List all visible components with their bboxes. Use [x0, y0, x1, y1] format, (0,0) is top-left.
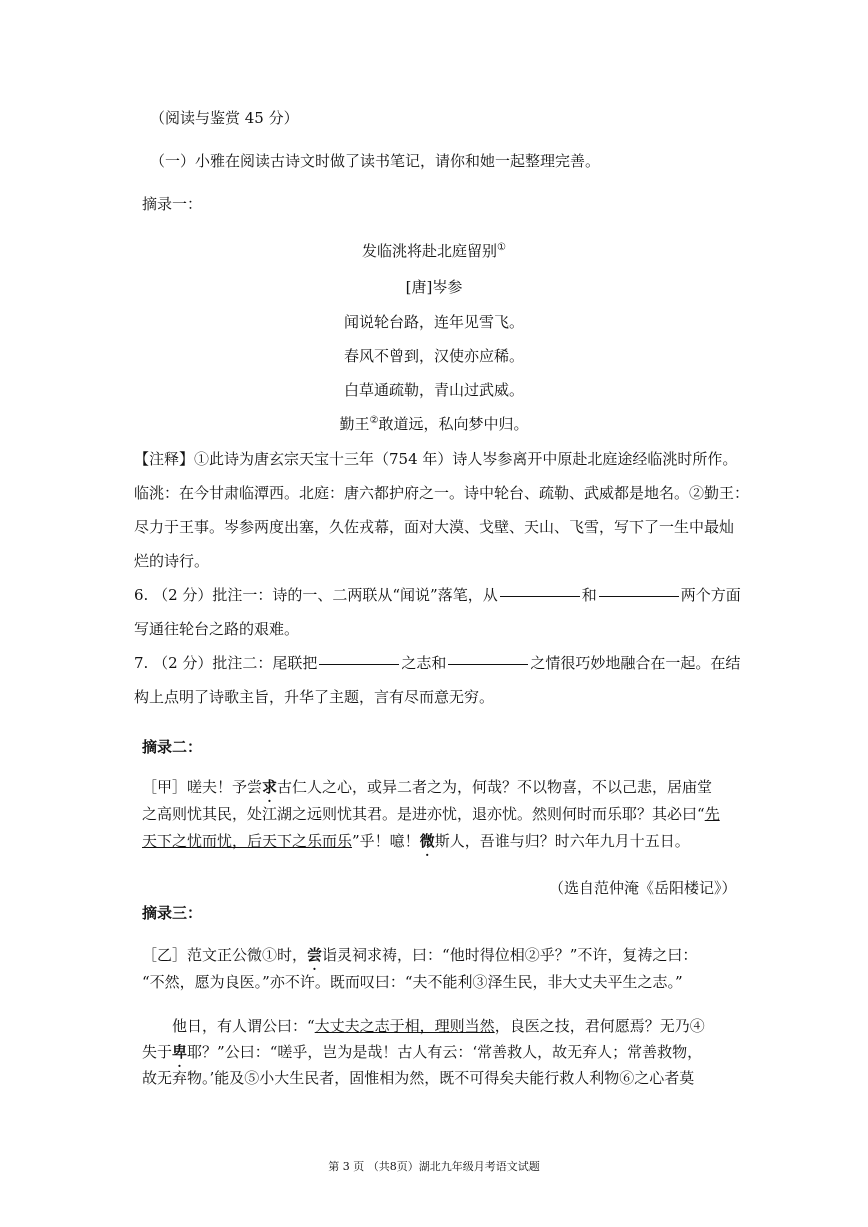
question-7 [134, 652, 740, 673]
question-7-text: 之志和 [401, 654, 447, 672]
answer-blank[interactable] [448, 663, 528, 665]
question-6 [134, 584, 741, 605]
passage-text: ，良医之技，君何愿焉？无乃④ [494, 1017, 705, 1035]
passage-text: 失于 [142, 1043, 173, 1061]
poem-line [0, 413, 868, 434]
answer-blank[interactable] [599, 595, 679, 597]
passage-text: 古仁人之心，或异二者之为，何哉？不以物喜，不以己悲，居庙堂 [277, 778, 713, 796]
passage-line: “不然，愿为良医。”亦不许。既而叹曰：“夫不能利③泽生民，非大丈夫平生之志。” [142, 973, 683, 991]
poem-line-part: 敢道远，私向梦中归。 [378, 415, 529, 433]
passage-line: 故无弃物。’能及⑤小大生民者，固惟相为然，既不可得矣夫能行救人利物⑥之心者莫 [142, 1069, 695, 1087]
passage-line [142, 830, 690, 851]
poem-line-part: 勤王 [339, 415, 370, 433]
question-7-text: 之情很巧妙地融合在一起。在结 [530, 654, 741, 672]
answer-blank[interactable] [500, 595, 580, 597]
annotation-line: 临洮：在今甘肃临潭西。北庭：唐六都护府之一。诗中轮台、疏勒、武威都是地名。②勤王： [134, 484, 750, 502]
dotted-character: 求 [262, 778, 278, 796]
underlined-text: 先 [704, 805, 720, 823]
dotted-character: 微 [419, 832, 435, 850]
dotted-character: 卑 [172, 1043, 188, 1061]
answer-blank[interactable] [319, 663, 399, 665]
part-one-intro: （一）小雅在阅读古诗文时做了读书笔记，请你和她一起整理完善。 [150, 152, 601, 170]
poem-author: [唐]岑参 [405, 278, 463, 296]
passage-line [142, 1041, 702, 1062]
underlined-text: 大丈夫之志于相，理则当然 [314, 1017, 495, 1035]
question-7-line2: 构上点明了诗歌主旨，升华了主题，言有尽而意无穷。 [134, 688, 495, 706]
passage-text: 耶？”公曰：“嗟乎，岂为是哉！古人有云：‘常善救人，故无弃人；常善救物， [187, 1043, 703, 1061]
poem-line: 闻说轮台路，连年见雪飞。 [343, 313, 524, 331]
page-footer: 第 3 页 （共8页）湖北九年级月考语文试题 [328, 1160, 540, 1173]
excerpt1-label: 摘录一： [142, 195, 203, 213]
excerpt3-label: 摘录三： [142, 904, 203, 922]
underlined-text: 天下之忧而忧，后天下之乐而乐 [142, 832, 353, 850]
poem-line: 白草通疏勒，青山过武威。 [343, 381, 524, 399]
source-citation: （选自范仲淹《岳阳楼记》） [549, 879, 737, 897]
question-6-line2: 写通往轮台之路的艰难。 [134, 620, 300, 638]
passage-line [142, 776, 712, 797]
poem-title [0, 240, 868, 261]
question-6-text: 和 [581, 586, 597, 604]
question-7-text: 7. （2 分）批注二：尾联把 [134, 654, 318, 672]
excerpt2-label: 摘录二： [142, 738, 203, 756]
passage-text: 之高则忧其民，处江湖之远则忧其君。是进亦忧，退亦忧。然则何时而乐耶？其必曰“ [142, 805, 705, 823]
passage-line [142, 803, 720, 824]
annotation-line: 烂的诗行。 [134, 552, 210, 570]
passage-line [172, 1015, 705, 1036]
passage-text: ”乎！噫！ [352, 832, 420, 850]
poem-title-text: 发临洮将赴北庭留别 [362, 242, 498, 260]
passage-line [142, 944, 697, 965]
section-heading: （阅读与鉴赏 45 分） [150, 109, 299, 127]
dotted-character: 尝 [307, 946, 323, 964]
footnote-marker: ② [369, 415, 379, 426]
passage-text: 斯人，吾谁与归？时六年九月十五日。 [434, 832, 690, 850]
passage-text: 诣灵祠求祷，曰：“他时得位相②乎？”不许，复祷之曰： [322, 946, 698, 964]
question-6-text: 两个方面 [680, 586, 741, 604]
passage-text: 他日，有人谓公曰：“ [172, 1017, 315, 1035]
passage-text: ［乙］范文正公微①时， [142, 946, 308, 964]
annotation-line: 【注释】①此诗为唐玄宗天宝十三年（754 年）诗人岑参离开中原赴北庭途经临洮时所作。 [134, 450, 738, 468]
footnote-marker: ① [497, 242, 506, 253]
passage-text: ［甲］嗟夫！予尝 [142, 778, 263, 796]
poem-line: 春风不曾到，汉使亦应稀。 [343, 347, 524, 365]
question-6-text: 6. （2 分）批注一：诗的一、二两联从“闻说”落笔，从 [134, 586, 498, 604]
annotation-line: 尽力于王事。岑参两度出塞，久佐戎幕，面对大漠、戈壁、天山、飞雪，写下了一生中最灿 [134, 518, 735, 536]
